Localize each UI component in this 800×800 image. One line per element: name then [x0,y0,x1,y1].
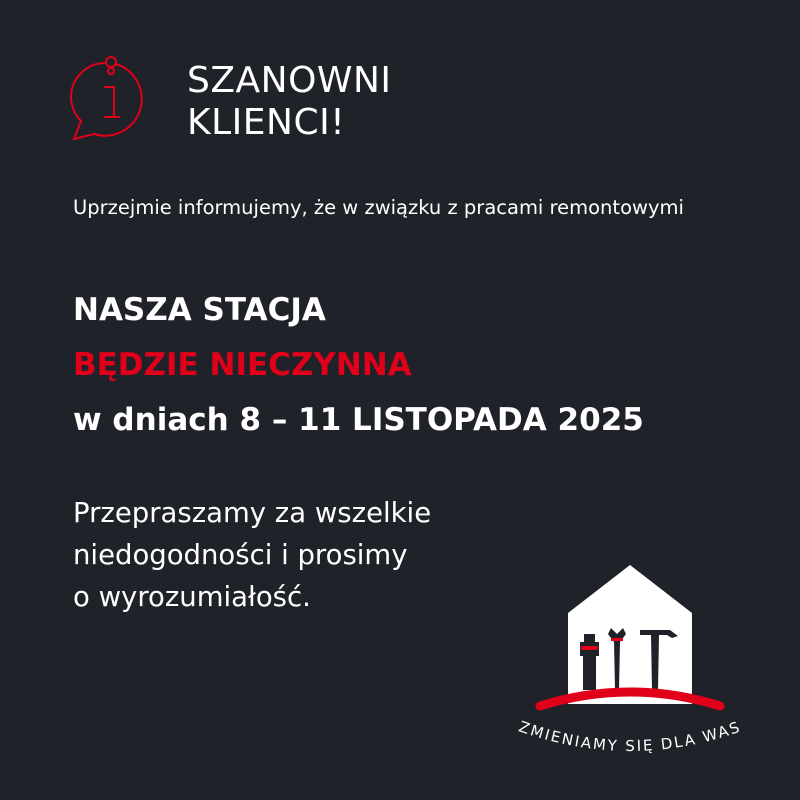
title-line-1: SZANOWNI [187,60,392,101]
notice-line-dates: w dniach 8 – 11 LISTOPADA 2025 [73,402,644,438]
title-line-2: KLIENCI! [187,102,346,143]
apology-line-2: niedogodności i prosimy [73,539,408,571]
apology-line-1: Przepraszamy za wszelkie [73,497,432,529]
closure-notice [73,283,644,448]
apology-text [73,492,431,618]
intro-text: Uprzejmie informujemy, że w związku z pracami remontowymi [73,196,684,219]
house-tools-badge [480,560,780,770]
notice-line-closed: BĘDZIE NIECZYNNA [73,347,412,383]
notice-line-station: NASZA STACJA [73,292,326,328]
apology-line-3: o wyrozumiałość. [73,581,311,613]
page-title [187,60,392,144]
svg-text:ZMIENIAMY SIĘ DLA WAS [516,717,743,755]
house-tools-icon [568,565,692,704]
badge-slogan: ZMIENIAMY SIĘ DLA WAS [516,717,744,756]
info-speech-bubble-icon [68,50,160,144]
